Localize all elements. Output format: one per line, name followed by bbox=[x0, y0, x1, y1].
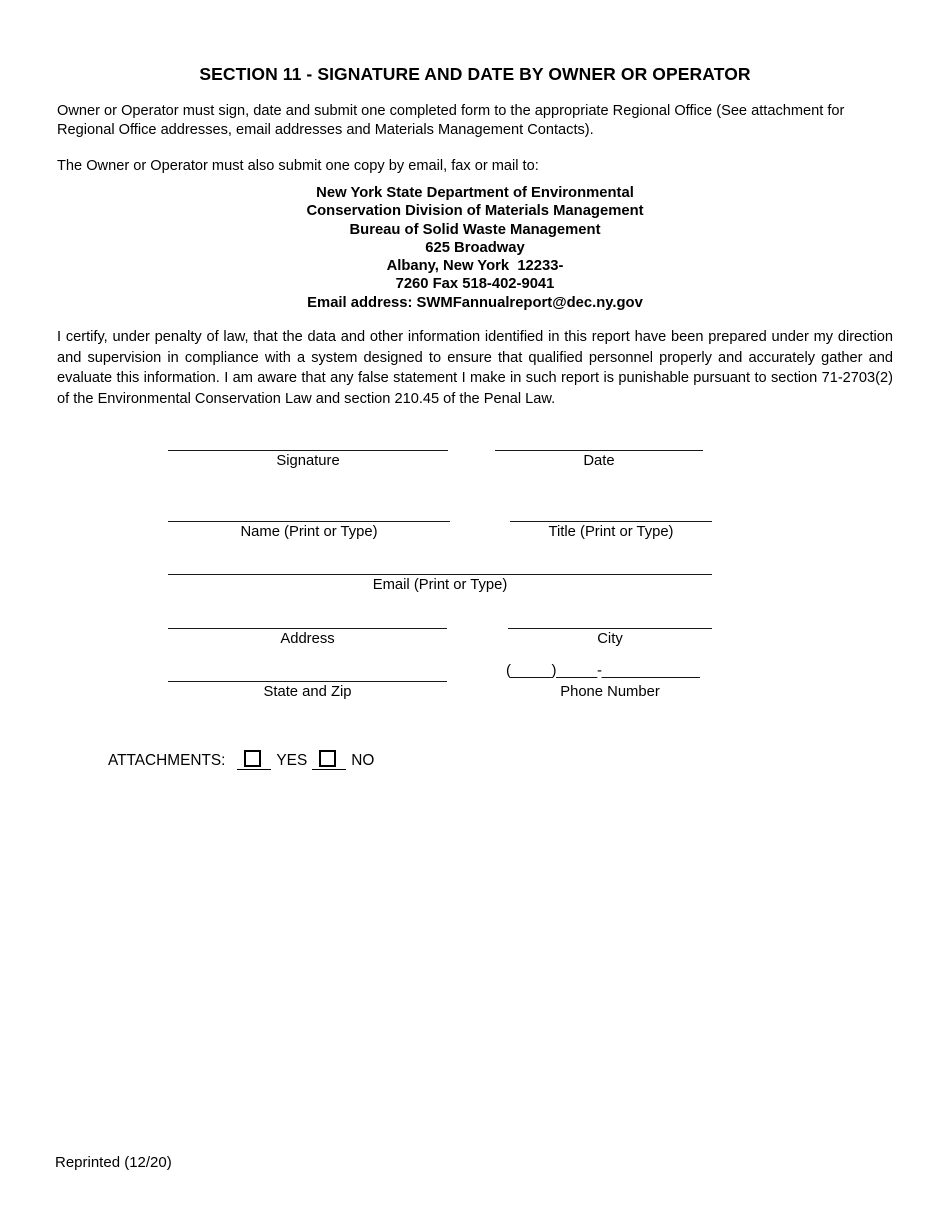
attachments-no-label: NO bbox=[351, 752, 375, 769]
checkbox-underline bbox=[312, 769, 346, 770]
footer-reprint-note: Reprinted (12/20) bbox=[55, 1154, 172, 1171]
page-title: SECTION 11 - SIGNATURE AND DATE BY OWNER OR OPERATOR bbox=[199, 64, 751, 84]
address-line-3: Bureau of Solid Waste Management bbox=[349, 221, 601, 238]
email-label: Email (Print or Type) bbox=[372, 577, 508, 593]
attachments-no-checkbox[interactable] bbox=[312, 750, 346, 772]
address-field-line[interactable] bbox=[168, 628, 447, 629]
intro-paragraph: Owner or Operator must sign, date and submit one completed form to the appropriate Regional Office (See attachment for Regional Office addresses, email addresses and Materials Management Contacts). bbox=[57, 103, 845, 139]
state-zip-field-line[interactable] bbox=[168, 681, 447, 682]
address-email-line: Email address: SWMFannualreport@dec.ny.gov bbox=[307, 294, 643, 311]
signature-label: Signature bbox=[276, 453, 340, 469]
email-field-line[interactable] bbox=[168, 574, 712, 575]
address-line-5: Albany, New York 12233- bbox=[386, 258, 564, 275]
date-field-line[interactable] bbox=[495, 450, 703, 451]
date-label: Date bbox=[583, 453, 615, 469]
certification-paragraph: I certify, under penalty of law, that the data and other information identified in this report have been prepared under my direction and supervision in compliance with a system designed to ensure that qualified personnel properly and accurately gather and evaluate this information. I am aware that any false statement I make in such report is punishable pursuant to section 71-2703(2) of the Environmental Conservation Law and section 210.45 of the Penal Law. bbox=[57, 329, 893, 407]
city-label: City bbox=[597, 631, 623, 647]
attachments-label: ATTACHMENTS: bbox=[108, 752, 226, 769]
checkbox-square-icon bbox=[319, 750, 336, 767]
name-field-line[interactable] bbox=[168, 521, 450, 522]
checkbox-square-icon bbox=[244, 750, 261, 767]
address-line-6: 7260 Fax 518-402-9041 bbox=[395, 276, 555, 293]
phone-label: Phone Number bbox=[560, 684, 660, 700]
address-label: Address bbox=[280, 631, 335, 647]
address-line-2: Conservation Division of Materials Management bbox=[306, 203, 644, 220]
attachments-yes-label: YES bbox=[276, 752, 308, 769]
signature-field-line[interactable] bbox=[168, 450, 448, 451]
title-label: Title (Print or Type) bbox=[548, 524, 674, 540]
name-label: Name (Print or Type) bbox=[240, 524, 378, 540]
state-zip-label: State and Zip bbox=[263, 684, 352, 700]
address-line-1: New York State Department of Environmental bbox=[316, 185, 634, 201]
title-field-line[interactable] bbox=[510, 521, 712, 522]
attachments-row bbox=[108, 750, 376, 772]
city-field-line[interactable] bbox=[508, 628, 712, 629]
address-line-4: 625 Broadway bbox=[425, 239, 525, 256]
attachments-yes-checkbox[interactable] bbox=[237, 750, 271, 772]
checkbox-underline bbox=[237, 769, 271, 770]
phone-field-mask[interactable]: (_____)_____-____________ bbox=[506, 662, 700, 679]
submit-instruction-paragraph: The Owner or Operator must also submit one copy by email, fax or mail to: bbox=[57, 158, 539, 174]
